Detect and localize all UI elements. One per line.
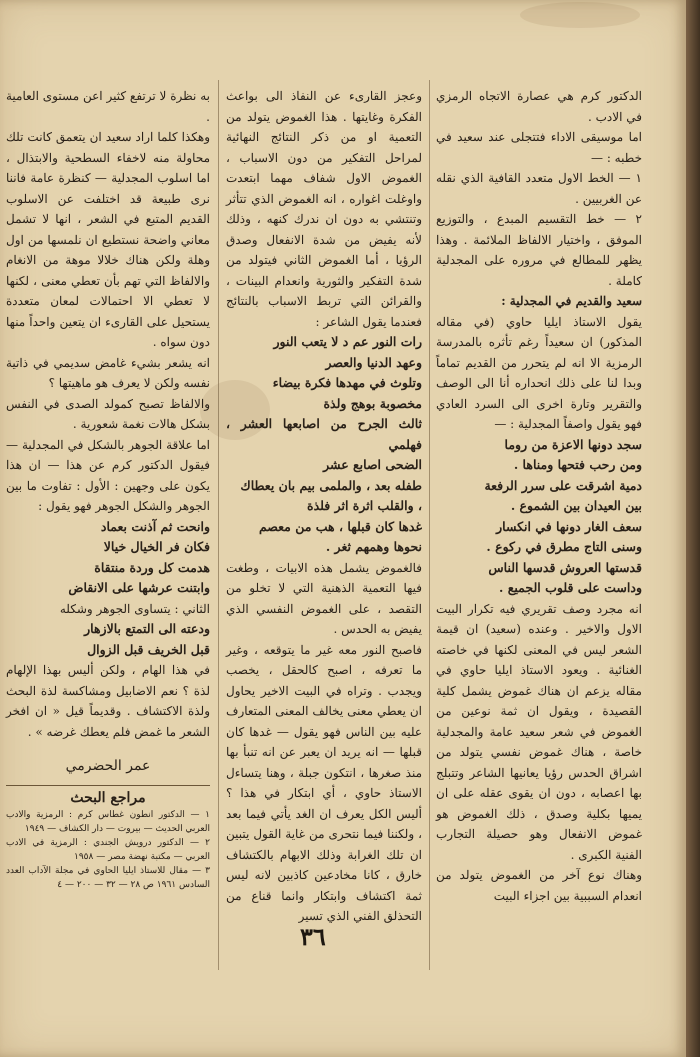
reference-item: ٢ — الدكتور درويش الجندي : الرمزية في الادب العربي — مكتبة نهضة مصر — ١٩٥٨ <box>6 838 210 862</box>
poem-line: طفله بعد ، والملمى بيم بان يعطاك <box>240 477 422 493</box>
poem-line: وانحت ثم آذنت بعماد <box>100 518 210 534</box>
poem-line: بين العيدان بين الشموع . <box>510 498 642 513</box>
poem-line: الضحى اصابع عشر <box>323 457 422 472</box>
paragraph: اما علاقة الجوهر بالشكل في المجدلية — فيقول الدكتور كرم عن هذا — ان هذا يكون على وجهين : الأول : تفاوت ما بين الجوهر والشكل الجوهر فهو يقول : <box>6 437 210 513</box>
paper-stain <box>520 2 640 28</box>
poem-line: هدمت كل وردة منتقاة <box>94 559 210 575</box>
list-item: ٢ — خط التقسيم المبدع ، والتوزيع الموفق ، واختيار الالفاظ الملائمة . وهذا يظهر للمطالع في مروره على المجدلية كاملة . <box>436 212 642 288</box>
poem-line: وتلوث في مهدها فكرة بيضاء <box>272 375 422 390</box>
poem-line: ومن رحب فتحها ومناها . <box>513 457 642 472</box>
reference-item: ٣ — مقال للاستاذ ايليا الحاوي في مجلة الآداب العدد السادس ١٩٦١ ص ٢٨ — ٣٢ — ٢٠٠ — ٤ <box>6 866 210 890</box>
paragraph: انه يشعر بشيء غامض سديمي في ذاتية نفسه ولكن لا يعرف هو ماهيتها ؟ <box>6 355 210 390</box>
paragraph: وعجز القارىء عن النفاذ الى بواعث الفكرة وغايتها . هذا الغموض يتولد من التعمية او من ذكر النتائج النهائية لمراحل التفكير من دون الاسباب ، الغموض الاول شفاف مهما ابتعدت واوغلت اغواره ، انه الغموض الذي تتأثر وتنتشي به دون ان ندرك كنهه ، وذلك لأنه يفيض من شدة الانفعال وصدق الرؤيا ، أما الغموض الثاني فيتولد من شدة التفكير والثورية وانعدام البينات ، والقرائن التي تربط الاسباب بالنتائج فعندما يقول الشاعر : <box>226 89 422 329</box>
article-column-middle <box>226 86 422 927</box>
paragraph: الثاني : يتساوى الجوهر وشكله <box>59 601 210 616</box>
paragraph: والالفاظ تصبح كمولد الصدى في النفس بشكل هالات نغمة شعورية . <box>6 396 210 431</box>
poem-line: غدها كان قبلها ، هب من معصم <box>258 518 422 534</box>
poem-line: وعهد الدنيا والعصر <box>325 354 422 370</box>
section-heading: سعيد والقديم في المجدلية : <box>501 294 642 308</box>
page-edge-shadow <box>686 0 700 1057</box>
poem-line: قدستها العروش قدسها الناس <box>488 559 642 575</box>
poem-line: وداست على قلوب الجميع . <box>499 580 642 595</box>
paragraph: في هذا الهام ، ولكن أليس بهذا الإلهام لذة ؟ نعم الاضابيل ومشاكسة لذة البحث ولذة الاكتشاف . وقديماً قيل « ان افخر الشعر ما غمض فلم يعطك غرضه » . <box>6 663 210 739</box>
poem-line: فكان فر الخيال خيالا <box>103 539 210 554</box>
paragraph: اما موسيقى الاداء فتتجلى عند سعيد في خطبه : — <box>436 130 642 165</box>
paragraph: يقول الاستاذ ايليا حاوي (في مقاله المذكور) ان سعيداً رغم تأثره بالمدرسة الرمزية الا انه لم يتحرر من القديم تماماً وبدا لنا على ذلك انحداره أنا الى الوصف والتقرير وتارة اخرى الى السرد العادي فهو يقول واصفاً المجدلية : — <box>436 314 642 431</box>
poem-line: ثالث الجرح من اصابعها العشر ، فهلمي <box>226 416 422 452</box>
article-column-right <box>436 86 642 906</box>
poem-line: وابتنت عرشها على الانقاض <box>68 580 210 595</box>
paragraph: وهناك نوع آخر من الغموض يتولد من انعدام السببية بين اجزاء البيت <box>436 868 642 903</box>
author-signature: عمر الحضرمي <box>65 758 151 774</box>
poem-line: سعف الغار دونها في انكسار <box>496 518 642 534</box>
paragraph: به نظرة لا ترتفع كثير اعن مستوى العامية . <box>6 89 210 124</box>
paragraph: وهكذا كلما اراد سعيد ان يتعمق كانت تلك محاولة منه لاخفاء السطحية والابتذال ، اما اسلوب المجدلية — كنظرة عامة فاننا نرى طبيعة قد اختلفت عن الاسلوب القديم المتبع في الشعر ، انها لا تشمل معاني واضحة نستطيع ان نلمسها من اول وهلة ولكن هناك خلالا موهة من الانغام والالفاظ التي تهم بأن تعطي معنى ، لكنها لا تعطي الا احتمالات لمعان متعددة يستحيل على القارىء ان يتعين واحداً منها دون سواه . <box>6 130 210 349</box>
references-title: مراجع البحث <box>6 785 210 809</box>
paragraph: فاصبح النور معه غير ما يتوقعه ، وغير ما تعرفه ، اصبح كالحقل ، يخصب ويجدب . وتراه في البيت الاخير يحاول ان يعطي معنى يخالف المعنى المتعارف عليه بين الناس فهو يقول — غدها كان قبلها — انه يريد ان يعبر عن انه تنبأ بها منذ صغرها ، انتكون جبلة ، وهنا يتساءل الاستاذ حاوي ، أي ابتكار في هذا ؟ أليس الكل يعرف ان الغد يأتي فيما بعد ، ولكننا فيما نتحرى من غاية القول يتبين ان تلك الغرابة وذلك الابهام بالكتشاف خارق ، كانا مخادعين كاذبين لانه ليس ثمة اكتشاف وابتكار وانما قناع من التحذلق الفني الذي تسير <box>226 642 422 923</box>
poem-line: ، والقلب اثرة اثر فلذة <box>307 498 422 513</box>
page-number: ٣٦ <box>300 922 326 951</box>
poem-line: رات النور عم د لا يتعب النور <box>273 334 422 349</box>
reference-item: ١ — الدكتور انطون غطاس كرم : الرمزية والادب العربي الحديث — بيروت — دار الكشاف — ١٩٤٩ <box>6 810 210 834</box>
paragraph: انه مجرد وصف تقريري فيه تكرار البيت الاول والاخير . وعنده (سعيد) ان قيمة الشعر ليس في المعنى لكنها في خاصته الغنائية . ويعود الاستاذ ايليا حاوي في مقاله يزعم ان هناك غموض يشمل كلية القصيدة ، ويقول ان ثمة نوعين من الغموض في شعر سعيد عامة والمجدلية خاصة ، هناك غموض نفسي يتولد من اشراق الحدس رؤيا يعانيها الشاعر وتتبلج بها اعصابه ، دون ان يقوى عقله على ان يميها بكلية وصدق ، ذلك الغموض هو غموض الانفعال وهو حصيلة التجارب الفنية الكبرى . <box>436 601 642 862</box>
list-item: ١ — الخط الاول متعدد القافية الذي نقله عن الغربيين . <box>436 171 642 206</box>
article-column-left <box>6 86 210 892</box>
column-divider <box>218 80 219 970</box>
paragraph: فالغموض يشمل هذه الابيات ، وطغت فيها التعمية الذهنية التي لا تخلو من التقصد ، على الغموض النفسي الذي يفيض به الحدس . <box>226 560 422 636</box>
poem-line: دمية اشرقت على سرر الرفعة <box>484 477 642 493</box>
poem-line: ودعته الى التمتع بالازهار <box>84 621 210 636</box>
poem-line: نحوها وهمهم ثغر . <box>325 539 422 554</box>
poem-line: سجد دونها الاعزة من روما <box>504 436 642 452</box>
poem-line: مخصوبة بوهج ولذة <box>323 395 422 411</box>
paragraph: الدكتور كرم هي عصارة الاتجاه الرمزي في الادب . <box>436 89 642 124</box>
poem-line: وسنى التاج مطرق في ركوع . <box>486 539 642 554</box>
column-divider <box>429 80 430 970</box>
poem-line: قبل الخريف قبل الزوال <box>87 641 210 657</box>
